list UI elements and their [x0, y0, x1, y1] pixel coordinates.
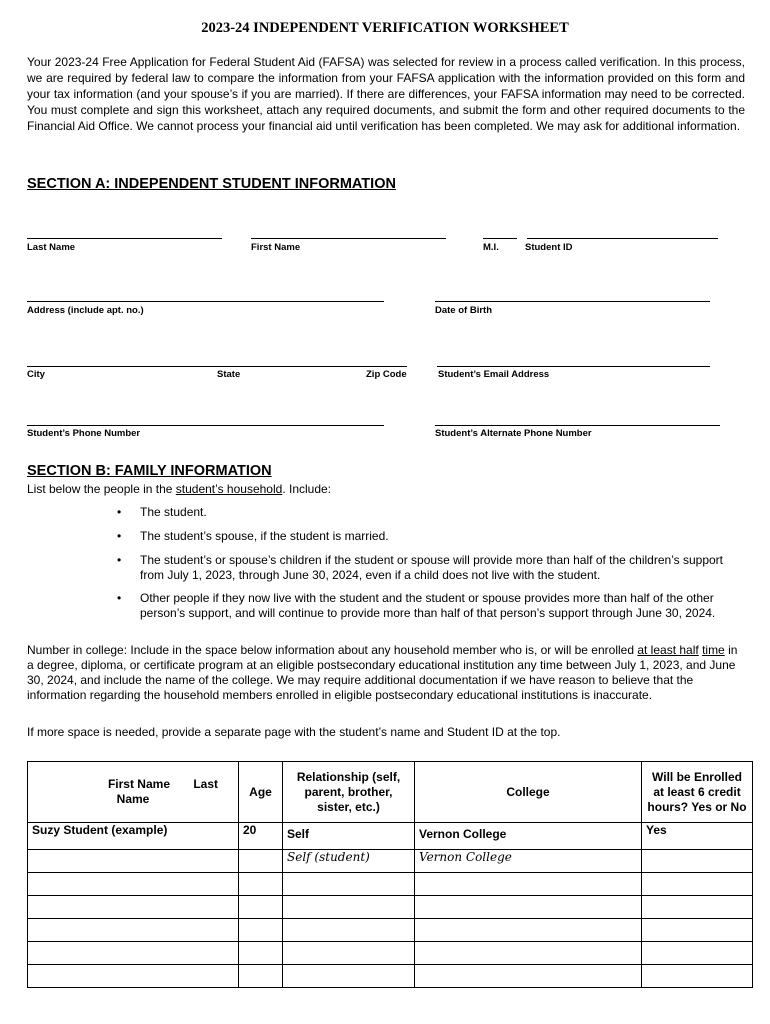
- household-intro-end: . Include:: [282, 482, 332, 496]
- age-cell[interactable]: [239, 873, 283, 896]
- mi-field[interactable]: [483, 238, 517, 239]
- relationship-cell[interactable]: [283, 942, 415, 965]
- relationship-cell[interactable]: Self (student): [283, 850, 415, 873]
- phone-label: Student’s Phone Number: [27, 428, 141, 439]
- age-cell[interactable]: [239, 965, 283, 988]
- household-table: [27, 761, 753, 988]
- relationship-cell[interactable]: [283, 919, 415, 942]
- student-id-field[interactable]: [527, 238, 718, 239]
- enrolled-cell[interactable]: [642, 850, 753, 873]
- name-cell[interactable]: [28, 850, 239, 873]
- table-row: [28, 823, 753, 850]
- relationship-header: Relationship (self, parent, brother, sister, etc.): [283, 762, 415, 823]
- table-row[interactable]: [28, 942, 753, 965]
- college-text-2: in a degree, diploma, or certificate program at an eligible postsecondary educational institution any time between July 1, 2023, and June 30, 2024, and include the name of the college. We may require additional documentation if we have reason to believe that the information regarding the household members enrolled in eligible postsecondary educational institutions is inaccurate.: [27, 643, 738, 702]
- bullet-text: Other people if they now live with the student and the student or spouse provides more than half of the other person’s support, and will continue to provide more than half of that person’s support through June 30, 2024.: [140, 591, 716, 620]
- first-name-label: First Name: [251, 242, 301, 253]
- relationship-cell[interactable]: [283, 873, 415, 896]
- dob-field[interactable]: [435, 301, 710, 302]
- city-label: City: [27, 369, 45, 380]
- more-space-note: If more space is needed, provide a separate page with the student’s name and Student ID at the top.: [27, 725, 561, 739]
- household-term: student’s household: [175, 482, 283, 496]
- worksheet-title: 2023-24 INDEPENDENT VERIFICATION WORKSHEET: [201, 20, 569, 36]
- bullet-icon: •: [117, 591, 122, 605]
- last-name-label: Last Name: [27, 242, 76, 253]
- household-intro-text: List below the people in the: [27, 482, 176, 496]
- zip-label: Zip Code: [366, 369, 407, 380]
- enrolled-cell[interactable]: [642, 873, 753, 896]
- name-cell[interactable]: [28, 942, 239, 965]
- college-underline-1: at least half: [637, 643, 699, 657]
- age-cell[interactable]: [239, 850, 283, 873]
- age-cell[interactable]: [239, 896, 283, 919]
- college-header: College: [415, 762, 642, 823]
- age-cell[interactable]: [239, 919, 283, 942]
- address-label: Address (include apt. no.): [27, 305, 144, 316]
- alt-phone-label: Student’s Alternate Phone Number: [435, 428, 592, 439]
- enrolled-cell[interactable]: [642, 942, 753, 965]
- section-a-heading: SECTION A: INDEPENDENT STUDENT INFORMATION: [27, 176, 396, 192]
- last-name-field[interactable]: [27, 238, 222, 239]
- bullet-icon: •: [117, 553, 122, 567]
- example-name: Suzy Student (example): [28, 823, 239, 850]
- dob-label: Date of Birth: [435, 305, 492, 316]
- relationship-cell[interactable]: [283, 965, 415, 988]
- example-college: Vernon College: [415, 823, 642, 850]
- name-cell[interactable]: [28, 919, 239, 942]
- bullet-text: The student’s or spouse’s children if the student or spouse will provide more than half of the children’s support from July 1, 2023, through June 30, 2024, even if a child does not live with the student.: [140, 553, 724, 582]
- email-label: Student’s Email Address: [438, 369, 550, 380]
- phone-field[interactable]: [27, 425, 384, 426]
- name-header: [28, 762, 239, 823]
- bullet-icon: •: [117, 529, 122, 543]
- name-cell[interactable]: [28, 896, 239, 919]
- college-cell[interactable]: [415, 919, 642, 942]
- enrolled-cell[interactable]: [642, 919, 753, 942]
- bullet-text: The student’s spouse, if the student is married.: [140, 529, 389, 543]
- name-cell[interactable]: [28, 965, 239, 988]
- city-state-zip-field[interactable]: [27, 366, 407, 367]
- table-row[interactable]: [28, 896, 753, 919]
- last-name-header: Last Name: [116, 777, 219, 806]
- enrolled-header: Will be Enrolled at least 6 credit hours? Yes or No: [642, 762, 753, 823]
- table-row[interactable]: [28, 965, 753, 988]
- household-intro: [27, 482, 745, 497]
- example-age: 20: [239, 823, 283, 850]
- example-enrolled: Yes: [642, 823, 753, 850]
- table-row[interactable]: [28, 873, 753, 896]
- college-cell[interactable]: [415, 942, 642, 965]
- first-name-field[interactable]: [251, 238, 446, 239]
- bullet-icon: •: [117, 505, 122, 519]
- college-text-1: Number in college: Include in the space below information about any household member who is, or will be enrolled: [27, 643, 638, 657]
- mi-label: M.I.: [483, 242, 499, 253]
- bullet-text: The student.: [140, 505, 207, 519]
- college-cell[interactable]: [415, 965, 642, 988]
- first-name-header: First Name: [107, 777, 170, 791]
- age-cell[interactable]: [239, 942, 283, 965]
- table-row[interactable]: [28, 850, 753, 873]
- table-row[interactable]: [28, 919, 753, 942]
- enrolled-cell[interactable]: [642, 896, 753, 919]
- enrolled-cell[interactable]: [642, 965, 753, 988]
- alt-phone-field[interactable]: [435, 425, 720, 426]
- college-cell[interactable]: [415, 873, 642, 896]
- intro-paragraph: Your 2023-24 Free Application for Federal Student Aid (FAFSA) was selected for review in a process called verification. In this process, we are required by federal law to compare the information from your FAFSA application with the information provided on this form and your tax information (and your spouse’s if you are married). If there are differences, your FAFSA information may need to be corrected. You must complete and sign this worksheet, attach any required documents, and submit the form and other required documents to the Financial Aid Office. We cannot process your financial aid until verification has been completed. We may ask for additional information.: [27, 55, 745, 133]
- section-b-heading: SECTION B: FAMILY INFORMATION: [27, 463, 272, 479]
- example-relationship: Self: [283, 823, 415, 850]
- student-id-label: Student ID: [525, 242, 573, 253]
- name-cell[interactable]: [28, 873, 239, 896]
- relationship-cell[interactable]: [283, 896, 415, 919]
- age-header: Age: [239, 762, 283, 823]
- email-field[interactable]: [437, 366, 710, 367]
- college-cell[interactable]: [415, 896, 642, 919]
- address-field[interactable]: [27, 301, 384, 302]
- state-label: State: [217, 369, 241, 380]
- college-cell[interactable]: Vernon College: [415, 850, 642, 873]
- number-in-college-paragraph: [27, 643, 745, 703]
- table-header-row: [28, 762, 753, 823]
- college-underline-2: time: [702, 643, 725, 657]
